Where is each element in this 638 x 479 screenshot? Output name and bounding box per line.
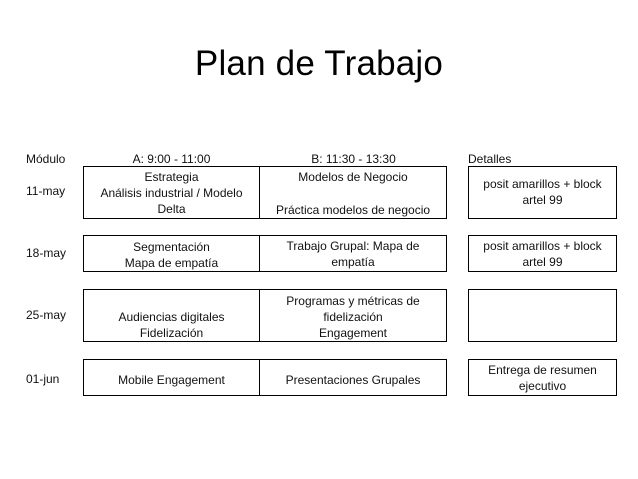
row-date: 11-may <box>26 184 66 198</box>
session-b-cell <box>259 359 447 396</box>
row-date: 25-may <box>26 308 67 322</box>
session-a-cell <box>83 235 260 272</box>
cell-line: Mapa de empatía <box>124 256 219 270</box>
cell-line: Audiencias digitales <box>118 310 225 324</box>
details-cell <box>468 289 617 342</box>
details-cell <box>468 235 617 272</box>
cell-line: Programas y métricas de <box>286 294 420 308</box>
cell-line: Estrategia <box>144 170 199 184</box>
session-a-cell <box>83 289 260 342</box>
header-module: Módulo <box>26 152 66 166</box>
cell-line: Mobile Engagement <box>118 373 225 387</box>
page-title: Plan de Trabajo <box>194 44 444 83</box>
cell-line: Práctica modelos de negocio <box>275 203 431 217</box>
details-cell <box>468 359 617 396</box>
cell-line: ejecutivo <box>518 379 567 393</box>
cell-line: artel 99 <box>522 193 563 207</box>
header-session-b: B: 11:30 - 13:30 <box>311 152 396 166</box>
session-b-cell <box>259 166 447 219</box>
session-a-cell <box>83 166 260 219</box>
session-a-cell <box>83 359 260 396</box>
cell-line: empatía <box>331 255 375 269</box>
details-cell <box>468 166 617 219</box>
cell-line: Entrega de resumen <box>488 363 597 377</box>
cell-line: Análisis industrial / Modelo <box>100 186 243 200</box>
cell-line: Fidelización <box>139 326 204 340</box>
header-session-a: A: 9:00 - 11:00 <box>132 152 211 166</box>
session-b-cell <box>259 235 447 272</box>
cell-line: Engagement <box>318 326 388 340</box>
cell-line: Delta <box>157 202 186 216</box>
cell-line: Modelos de Negocio <box>298 170 408 184</box>
cell-line: fidelización <box>323 310 383 324</box>
row-date: 18-may <box>26 246 67 260</box>
header-details: Detalles <box>468 152 512 166</box>
row-date: 01-jun <box>26 372 60 386</box>
cell-line: Segmentación <box>133 240 210 254</box>
cell-line: posit amarillos + block <box>483 239 602 253</box>
cell-line: artel 99 <box>522 255 563 269</box>
cell-line: Trabajo Grupal: Mapa de <box>286 239 420 253</box>
session-b-cell <box>259 289 447 342</box>
cell-line: posit amarillos + block <box>483 177 602 191</box>
cell-line: Presentaciones Grupales <box>285 373 421 387</box>
